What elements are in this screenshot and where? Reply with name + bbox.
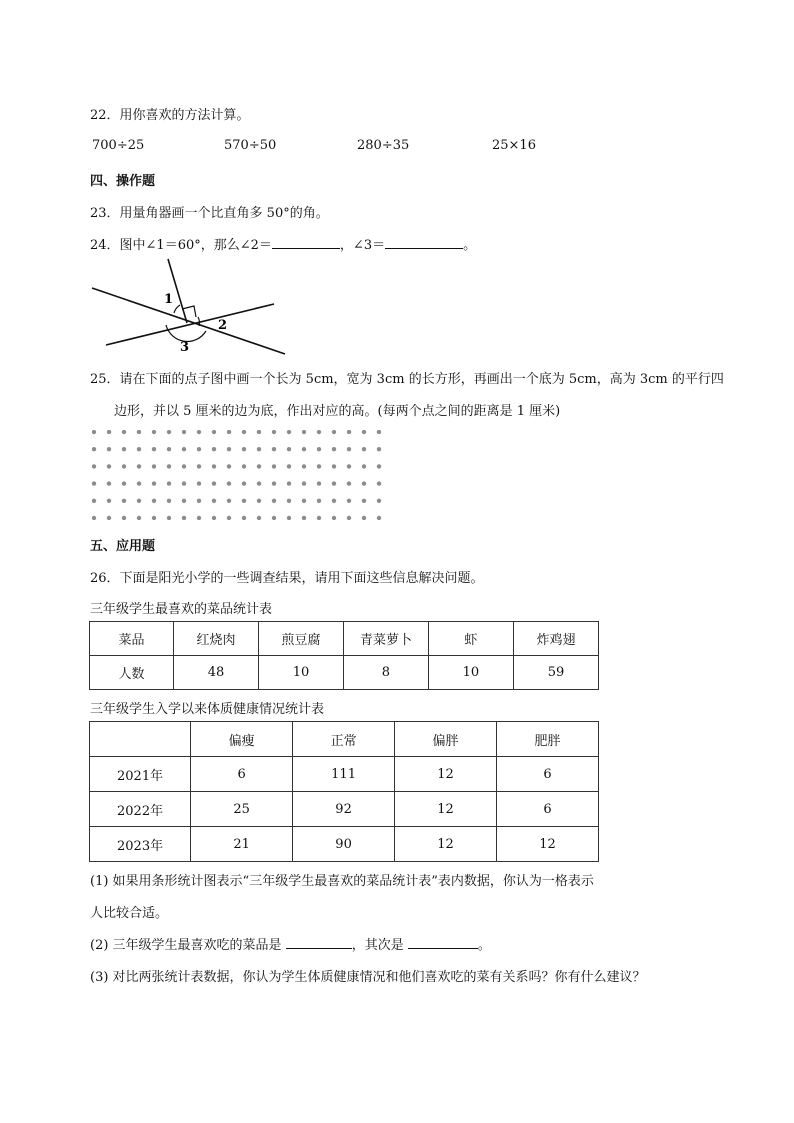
table-cell: 偏胖 — [395, 722, 497, 757]
grid-dot — [317, 499, 321, 503]
grid-dot — [137, 516, 141, 520]
grid-dot — [287, 447, 291, 451]
grid-dot — [302, 464, 306, 468]
grid-dot — [302, 481, 306, 485]
grid-dot — [332, 430, 336, 434]
grid-dot — [287, 481, 291, 485]
grid-dot — [272, 430, 276, 434]
table-cell: 人数 — [90, 656, 174, 690]
table-cell: 6 — [497, 792, 599, 827]
grid-dot — [92, 464, 96, 468]
grid-dot — [197, 516, 201, 520]
grid-dot — [257, 481, 261, 485]
table-cell: 2021年 — [90, 757, 191, 792]
grid-dot — [302, 447, 306, 451]
grid-dot — [92, 430, 96, 434]
angle-label-1: 1 — [164, 292, 174, 307]
health-table — [89, 721, 599, 862]
grid-dot — [167, 516, 171, 520]
grid-dot — [242, 499, 246, 503]
grid-dot — [152, 430, 156, 434]
grid-dot — [212, 499, 216, 503]
table-cell: 2022年 — [90, 792, 191, 827]
grid-dot — [107, 516, 111, 520]
grid-dot — [152, 447, 156, 451]
grid-dot — [317, 481, 321, 485]
q24-text-a: 24．图中∠1＝60°，那么∠2＝ — [90, 238, 272, 253]
grid-dot — [107, 499, 111, 503]
table-cell: 25 — [191, 792, 293, 827]
grid-dot — [377, 447, 381, 451]
angle-line-2 — [106, 304, 274, 345]
q24-blank-angle2[interactable] — [272, 236, 340, 249]
grid-dot — [137, 447, 141, 451]
table-cell: 红烧肉 — [173, 622, 258, 656]
grid-dot — [137, 464, 141, 468]
grid-dot — [257, 447, 261, 451]
angle-1-arc — [174, 305, 180, 313]
grid-dot — [152, 464, 156, 468]
grid-dot — [137, 430, 141, 434]
grid-dot — [257, 516, 261, 520]
grid-dot — [92, 447, 96, 451]
q24-text — [90, 234, 476, 253]
table-cell: 8 — [343, 656, 428, 690]
section-heading-5: 五、应用题 — [90, 539, 156, 554]
grid-dot — [287, 499, 291, 503]
q26-sub2-text-b: ，其次是 — [351, 938, 404, 953]
grid-dot — [242, 447, 246, 451]
grid-dot — [377, 430, 381, 434]
grid-dot — [122, 516, 126, 520]
grid-dot — [377, 499, 381, 503]
grid-dot — [272, 516, 276, 520]
grid-dot — [122, 464, 126, 468]
grid-dot — [107, 447, 111, 451]
grid-dot — [272, 447, 276, 451]
table-cell: 6 — [191, 757, 293, 792]
q22-expr-4: 25×16 — [492, 138, 536, 153]
grid-dot — [377, 464, 381, 468]
table-cell: 10 — [258, 656, 343, 690]
grid-dot — [212, 481, 216, 485]
grid-dot — [347, 499, 351, 503]
table-cell: 92 — [293, 792, 395, 827]
q24-blank-angle3[interactable] — [385, 236, 463, 249]
table-cell: 煎豆腐 — [258, 622, 343, 656]
q26-sub2-text-c: 。 — [477, 938, 491, 953]
grid-dot — [137, 481, 141, 485]
q26-blank-favorite[interactable] — [286, 936, 352, 949]
table-cell: 偏瘦 — [191, 722, 293, 757]
grid-dot — [332, 464, 336, 468]
grid-dot — [227, 481, 231, 485]
table-row — [90, 827, 599, 862]
grid-dot — [122, 430, 126, 434]
table-cell: 正常 — [293, 722, 395, 757]
grid-dot — [347, 430, 351, 434]
grid-dot — [197, 464, 201, 468]
grid-dot — [362, 516, 366, 520]
grid-dot — [197, 499, 201, 503]
table-cell: 青菜萝卜 — [343, 622, 428, 656]
table-cell: 48 — [173, 656, 258, 690]
grid-dot — [287, 516, 291, 520]
q22-title: 22．用你喜欢的方法计算。 — [90, 108, 250, 123]
grid-dot — [152, 516, 156, 520]
grid-dot — [377, 481, 381, 485]
grid-dot — [92, 499, 96, 503]
q26-sub1-line2: 人比较合适。 — [90, 906, 169, 921]
grid-dot — [122, 447, 126, 451]
table-row — [90, 792, 599, 827]
grid-dot — [347, 516, 351, 520]
q22-expr-3: 280÷35 — [357, 138, 410, 153]
dish-table-count-row — [90, 656, 599, 690]
grid-dot — [227, 430, 231, 434]
grid-dot — [92, 516, 96, 520]
table-cell: 6 — [497, 757, 599, 792]
q22-expr-1: 700÷25 — [92, 138, 145, 153]
grid-dot — [122, 499, 126, 503]
grid-dot — [167, 464, 171, 468]
grid-dot — [347, 447, 351, 451]
grid-dot — [362, 447, 366, 451]
grid-dot — [212, 447, 216, 451]
grid-dot — [347, 481, 351, 485]
table-cell: 12 — [395, 792, 497, 827]
grid-dot — [137, 499, 141, 503]
q22-expr-2: 570÷50 — [224, 138, 277, 153]
table-cell: 12 — [497, 827, 599, 862]
table-row — [90, 757, 599, 792]
table-cell: 12 — [395, 757, 497, 792]
grid-dot — [197, 430, 201, 434]
table2-caption: 三年级学生入学以来体质健康情况统计表 — [90, 702, 325, 717]
grid-dot — [197, 447, 201, 451]
grid-dot — [107, 481, 111, 485]
table-cell: 111 — [293, 757, 395, 792]
grid-dot — [332, 447, 336, 451]
q26-sub1-line1: (1) 如果用条形统计图表示“三年级学生最喜欢的菜品统计表”表内数据，你认为一格表示 — [90, 874, 594, 889]
grid-dot — [227, 447, 231, 451]
grid-dot — [152, 499, 156, 503]
grid-dot — [347, 464, 351, 468]
grid-dot — [152, 481, 156, 485]
grid-dot — [362, 499, 366, 503]
grid-dot — [212, 516, 216, 520]
table-cell: 10 — [428, 656, 513, 690]
q25-line2: 边形，并以 5 厘米的边为底，作出对应的高。(每两个点之间的距离是 1 厘米) — [114, 404, 561, 419]
q24-text-b: ，∠3＝ — [339, 238, 386, 253]
grid-dot — [272, 499, 276, 503]
q24-text-c: 。 — [463, 238, 477, 253]
table-cell: 12 — [395, 827, 497, 862]
grid-dot — [317, 464, 321, 468]
table-cell — [90, 722, 191, 757]
grid-dot — [182, 516, 186, 520]
grid-dot — [272, 481, 276, 485]
angle-3-arc — [166, 325, 206, 341]
grid-dot — [107, 464, 111, 468]
angle-figure — [88, 255, 298, 360]
grid-dot — [257, 464, 261, 468]
grid-dot — [287, 464, 291, 468]
grid-dot — [182, 447, 186, 451]
table-cell: 菜品 — [90, 622, 174, 656]
grid-dot — [197, 481, 201, 485]
grid-dot — [182, 430, 186, 434]
table-cell: 炸鸡翅 — [513, 622, 598, 656]
grid-dot — [257, 430, 261, 434]
grid-dot — [167, 481, 171, 485]
table-cell: 21 — [191, 827, 293, 862]
dish-table-header-row — [90, 622, 599, 656]
grid-dot — [332, 516, 336, 520]
grid-dot — [377, 516, 381, 520]
grid-dot — [317, 447, 321, 451]
grid-dot — [122, 481, 126, 485]
grid-dot — [167, 499, 171, 503]
section-heading-4: 四、操作题 — [90, 174, 156, 189]
grid-dot — [227, 464, 231, 468]
q23-text: 23．用量角器画一个比直角多 50°的角。 — [90, 206, 329, 221]
grid-dot — [182, 499, 186, 503]
grid-dot — [242, 516, 246, 520]
grid-dot — [167, 447, 171, 451]
grid-dot — [317, 516, 321, 520]
grid-dot — [107, 430, 111, 434]
dot-grid[interactable] — [92, 430, 382, 520]
dish-table — [89, 621, 599, 690]
q26-blank-second[interactable] — [408, 936, 478, 949]
table-cell: 90 — [293, 827, 395, 862]
q26-intro: 26．下面是阳光小学的一些调查结果，请用下面这些信息解决问题。 — [90, 571, 484, 586]
table-cell: 虾 — [428, 622, 513, 656]
grid-dot — [182, 464, 186, 468]
grid-dot — [302, 499, 306, 503]
grid-dot — [227, 499, 231, 503]
grid-dot — [317, 430, 321, 434]
grid-dot — [242, 481, 246, 485]
grid-dot — [362, 464, 366, 468]
grid-dot — [287, 430, 291, 434]
grid-dot — [242, 464, 246, 468]
grid-dot — [332, 481, 336, 485]
q26-sub2 — [90, 934, 491, 953]
table1-caption: 三年级学生最喜欢的菜品统计表 — [90, 602, 273, 617]
grid-dot — [167, 430, 171, 434]
q26-sub2-text-a: (2) 三年级学生最喜欢吃的菜品是 — [90, 938, 282, 953]
grid-dot — [362, 430, 366, 434]
table-cell: 肥胖 — [497, 722, 599, 757]
grid-dot — [257, 499, 261, 503]
q26-sub3: (3) 对比两张统计表数据，你认为学生体质健康情况和他们喜欢吃的菜有关系吗？你有什么建议？ — [90, 970, 646, 985]
angle-label-3: 3 — [180, 340, 190, 355]
health-table-header-row — [90, 722, 599, 757]
grid-dot — [182, 481, 186, 485]
grid-dot — [332, 499, 336, 503]
angle-label-2: 2 — [218, 318, 228, 333]
grid-dot — [362, 481, 366, 485]
table-cell: 2023年 — [90, 827, 191, 862]
grid-dot — [302, 516, 306, 520]
grid-dot — [227, 516, 231, 520]
q25-line1: 25．请在下面的点子图中画一个长为 5cm，宽为 3cm 的长方形，再画出一个底为 5cm，高为 3cm 的平行四 — [90, 372, 724, 387]
grid-dot — [302, 430, 306, 434]
grid-dot — [212, 430, 216, 434]
grid-dot — [272, 464, 276, 468]
grid-dot — [212, 464, 216, 468]
table-cell: 59 — [513, 656, 598, 690]
grid-dot — [242, 430, 246, 434]
grid-dot — [92, 481, 96, 485]
angle-line-3 — [168, 259, 187, 323]
